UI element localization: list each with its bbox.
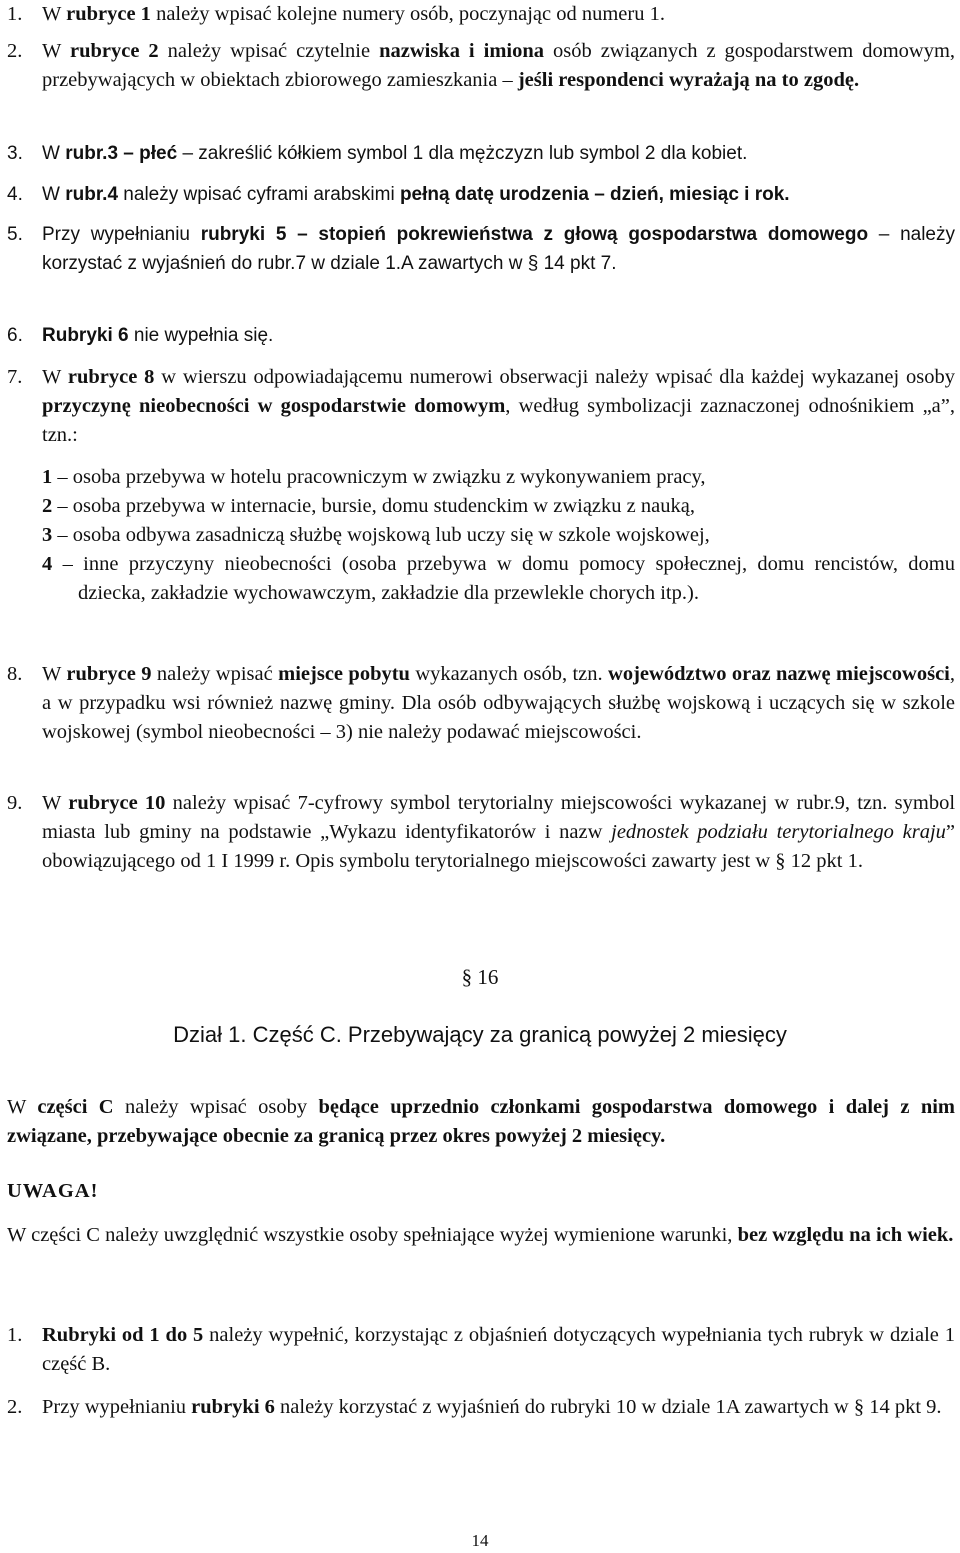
item-number: 1. <box>7 1324 23 1346</box>
item-text: Rubryki 6 nie wypełnia się. <box>42 325 274 346</box>
item-text: W rubryce 9 należy wpisać miejsce pobytu wykazanych osób, tzn. województwo oraz nazwę miejscowości, a w przypadku wsi również nazwę gminy. Dla osób odbywających służbę wojskową i uczących się w szkole wojskowej (symbol nieobecności – 3) nie należy podawać miejscowości. <box>42 663 956 743</box>
item-number: 4. <box>7 184 23 205</box>
item-text: Rubryki od 1 do 5 należy wypełnić, korzystając z objaśnień dotyczących wypełniania tych rubryk w dziale 1 część B. <box>42 1324 955 1375</box>
item-number: 2. <box>7 1396 23 1418</box>
instruction-item-1 <box>7 0 955 29</box>
instruction-item-2 <box>7 37 955 95</box>
item-text: W rubryce 8 w wierszu odpowiadającemu numerowi obserwacji należy wpisać dla każdej wykazanej osoby przyczynę nieobecności w gospodarstwie domowym, według symbolizacji zaznaczonej odnośnikiem „a”, tzn.: <box>42 366 956 446</box>
section-number: § 16 <box>461 965 499 989</box>
absence-reason-3: 3 – osoba odbywa zasadniczą służbę wojskową lub uczy się w szkole wojskowej, <box>42 524 710 546</box>
item-number: 7. <box>7 366 23 388</box>
item-number: 3. <box>7 143 23 164</box>
warning-text: W części C należy uwzględnić wszystkie osoby spełniające wyżej wymienione warunki, bez względu na ich wiek. <box>7 1224 954 1246</box>
instruction-c-item-2 <box>7 1393 955 1422</box>
warning-label: UWAGA! <box>7 1180 99 1202</box>
item-number: 1. <box>7 3 23 25</box>
item-text: W rubryce 10 należy wpisać 7-cyfrowy symbol terytorialny miejscowości wykazanej w rubr.9, tzn. symbol miasta lub gminy na podstawie „Wykazu identyfikatorów i nazw jednostek podziału terytorialnego kraju” obowiązującego od 1 I 1999 r. Opis symbolu terytorialnego miejscowości zawarty jest w § 12 pkt 1. <box>42 792 956 872</box>
item-text: W rubryce 1 należy wpisać kolejne numery osób, poczynając od numeru 1. <box>42 3 665 25</box>
item-text: Przy wypełnianiu rubryki 6 należy korzystać z wyjaśnień do rubryki 10 w dziale 1A zawartych w § 14 pkt 9. <box>42 1396 942 1418</box>
instruction-item-6 <box>7 321 955 350</box>
absence-reasons-list <box>42 463 955 608</box>
instruction-item-7 <box>7 363 955 450</box>
absence-reason-4: 4 – inne przyczyny nieobecności (osoba przebywa w domu pomocy społecznej, domu rencistów, domu dziecka, zakładzie wychowawczym, zakładzie dla przewlekle chorych itp.). <box>42 553 955 604</box>
item-number: 9. <box>7 792 23 814</box>
item-number: 5. <box>7 224 23 245</box>
instruction-item-3 <box>7 139 955 168</box>
absence-reason-1: 1 – osoba przebywa w hotelu pracowniczym w związku z wykonywaniem pracy, <box>42 466 706 488</box>
instruction-item-8 <box>7 660 955 747</box>
item-number: 2. <box>7 40 23 62</box>
section-title: Dział 1. Część C. Przebywający za granicą powyżej 2 miesięcy <box>173 1022 787 1047</box>
instruction-item-5 <box>7 220 955 278</box>
item-text: W rubr.3 – płeć – zakreślić kółkiem symbol 1 dla mężczyzn lub symbol 2 dla kobiet. <box>42 143 748 164</box>
page-number: 14 <box>471 1531 489 1550</box>
instruction-item-9 <box>7 789 955 876</box>
item-text: Przy wypełnianiu rubryki 5 – stopień pokrewieństwa z głową gospodarstwa domowego – należy korzystać z wyjaśnień do rubr.7 w dziale 1.A zawartych w § 14 pkt 7. <box>42 224 955 274</box>
section-intro: W części C należy wpisać osoby będące uprzednio członkami gospodarstwa domowego i dalej z nim związane, przebywające obecnie za granicą przez okres powyżej 2 miesięcy. <box>7 1096 955 1147</box>
item-number: 6. <box>7 325 23 346</box>
item-text: W rubr.4 należy wpisać cyframi arabskimi pełną datę urodzenia – dzień, miesiąc i rok. <box>42 184 790 205</box>
instruction-c-item-1 <box>7 1321 955 1379</box>
item-text: W rubryce 2 należy wpisać czytelnie nazwiska i imiona osób związanych z gospodarstwem domowym, przebywających w obiektach zbiorowego zamieszkania – jeśli respondenci wyrażają na to zgodę. <box>42 40 956 91</box>
absence-reason-2: 2 – osoba przebywa w internacie, bursie, domu studenckim w związku z nauką, <box>42 495 695 517</box>
item-number: 8. <box>7 663 23 685</box>
instruction-item-4 <box>7 180 955 209</box>
